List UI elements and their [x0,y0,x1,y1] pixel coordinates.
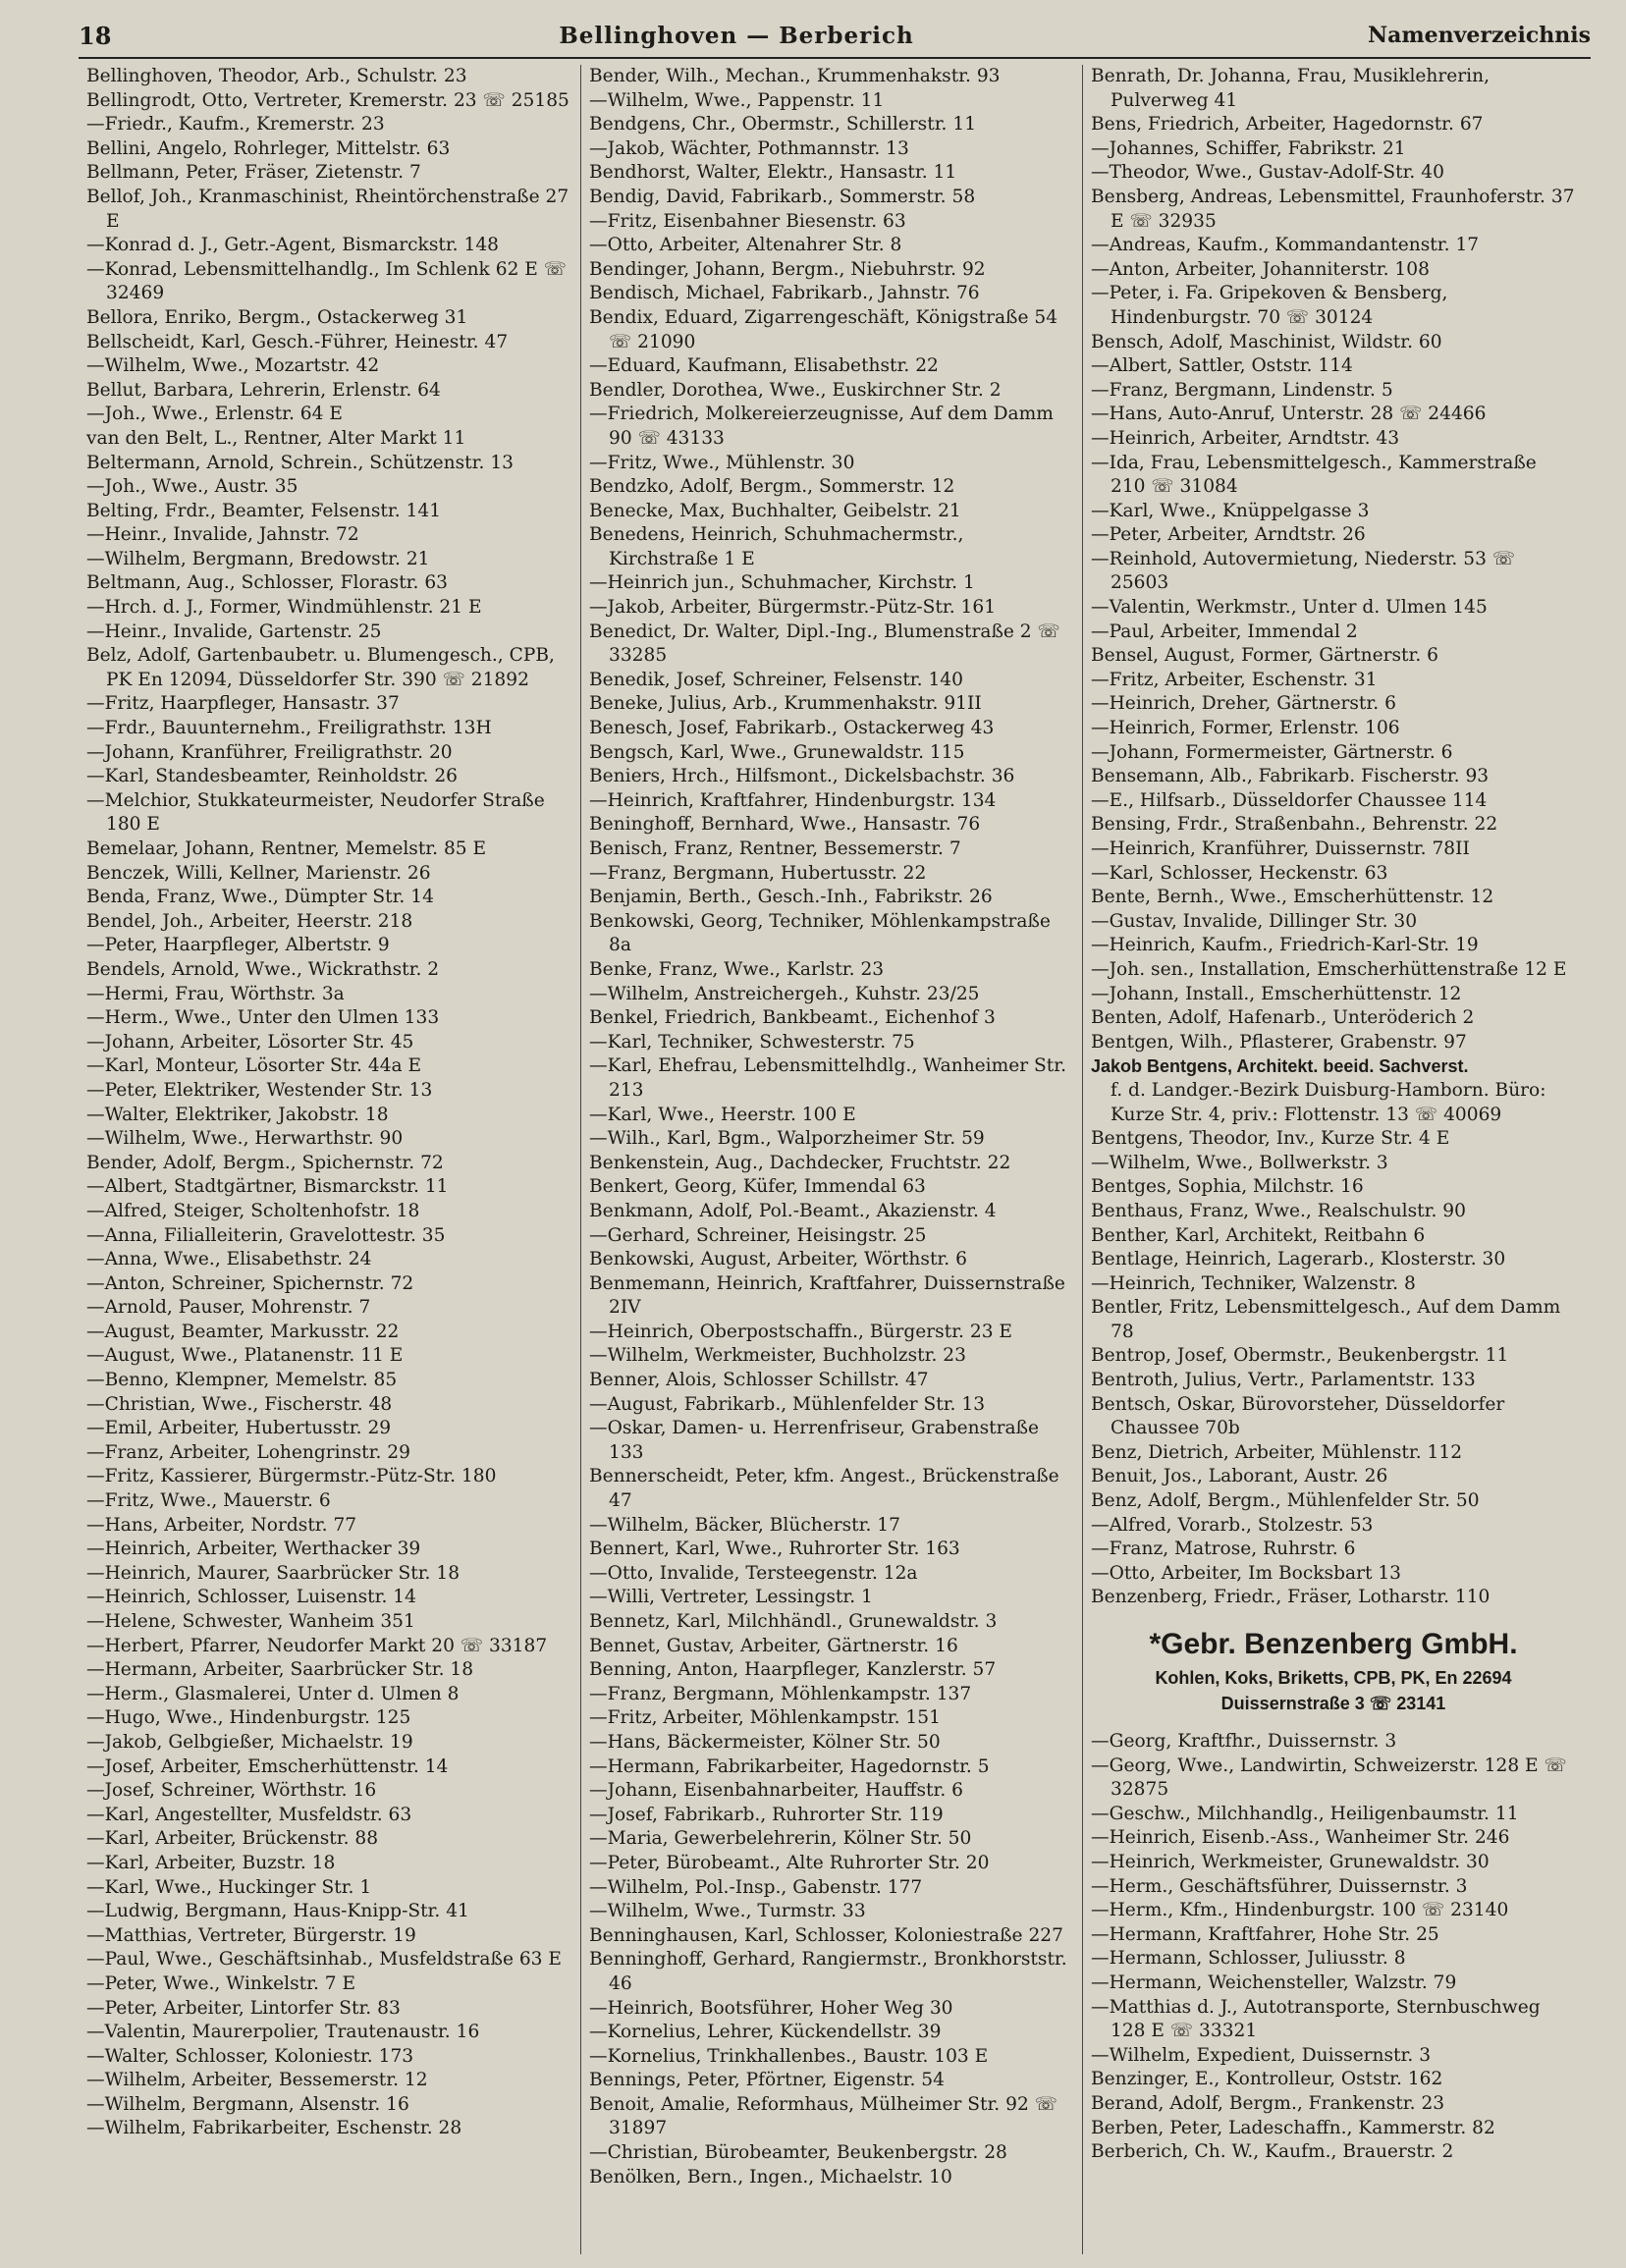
directory-entry: —Gustav, Invalide, Dillinger Str. 30 [1091,910,1418,932]
directory-entry: —Fritz, Arbeiter, Möhlenkampstr. 151 [589,1707,941,1729]
directory-entry: —Andreas, Kaufm., Kommandantenstr. 17 [1091,235,1480,256]
advertisement [1095,1624,1572,1716]
directory-entry: —August, Wwe., Platanenstr. 11 E [86,1345,404,1367]
directory-entry: —Peter, Elektriker, Westender Str. 13 [86,1079,433,1101]
bold-entry-name: Jakob Bentgens, Architekt. beeid. Sachverst. [1091,1056,1469,1077]
directory-entry: —Hugo, Wwe., Hindenburgstr. 125 [86,1707,411,1729]
directory-entry: —Franz, Bergmann, Möhlenkampstr. 137 [589,1683,972,1704]
directory-entry: Bendisch, Michael, Fabrikarb., Jahnstr. 76 [589,283,980,304]
directory-entry: —Heinrich, Kaufm., Friedrich-Karl-Str. 19 [1091,935,1479,956]
directory-entry: —Peter, Arbeiter, Arndtstr. 26 [1091,524,1366,546]
directory-entry: van den Belt, L., Rentner, Alter Markt 11 [86,427,466,449]
directory-entry: —Fritz, Arbeiter, Eschenstr. 31 [1091,669,1378,690]
directory-entry: Belting, Frdr., Beamter, Felsenstr. 141 [86,500,442,521]
directory-entry: —Walter, Elektriker, Jakobstr. 18 [86,1104,389,1125]
directory-entry: Benkowski, August, Arbeiter, Wörthstr. 6 [589,1249,967,1270]
directory-entry: —Karl, Monteur, Lösorter Str. 44a E [86,1055,422,1077]
directory-entry: —Josef, Schreiner, Wörthstr. 16 [86,1780,377,1802]
directory-entry: —Johann, Eisenbahnarbeiter, Hauffstr. 6 [589,1780,964,1802]
directory-entry: Beniers, Hrch., Hilfsmont., Dickelsbachstr. 36 [589,766,1015,787]
directory-entry: —Valentin, Maurerpolier, Trautenaustr. 16 [86,2022,480,2043]
directory-entry: —Johannes, Schiffer, Fabrikstr. 21 [1091,137,1406,159]
directory-entry: —Joh. sen., Installation, Emscherhüttenstraße 12 E [1091,958,1567,980]
directory-entry: Bendhorst, Walter, Elektr., Hansastr. 11 [589,162,957,184]
directory-entry: —Christian, Wwe., Fischerstr. 48 [86,1393,393,1415]
directory-entry: Bensch, Adolf, Maschinist, Wildstr. 60 [1091,331,1442,352]
directory-entry: Benninghoff, Gerhard, Rangiermstr., Bronkhorststr. 46 [589,1949,1067,1994]
directory-entry: —Hans, Arbeiter, Nordstr. 77 [86,1514,357,1536]
directory-entry: —Franz, Bergmann, Hubertusstr. 22 [589,862,927,884]
directory-entry: —Wilhelm, Anstreichergeh., Kuhstr. 23/25 [589,983,980,1004]
directory-entry: —Anna, Filialleiterin, Gravelottestr. 35 [86,1224,446,1246]
directory-entry: Bendzko, Adolf, Bergm., Sommerstr. 12 [589,476,955,498]
directory-entry: —August, Beamter, Markusstr. 22 [86,1321,400,1342]
directory-entry: —Konrad d. J., Getr.-Agent, Bismarckstr. 148 [86,235,499,256]
directory-entry: —Karl, Arbeiter, Buzstr. 18 [86,1852,336,1873]
directory-entry: —Hermann, Kraftfahrer, Hohe Str. 25 [1091,1923,1439,1945]
directory-entry: Beltermann, Arnold, Schrein., Schützenstr. 13 [86,452,514,473]
directory-entry: —Wilhelm, Pol.-Insp., Gabenstr. 177 [589,1876,923,1898]
directory-entry: —Frdr., Bauunternehm., Freiligrathstr. 13H [86,718,492,739]
directory-entry: Benzenberg, Friedr., Fräser, Lotharstr. 110 [1091,1587,1490,1608]
directory-entry: —Karl, Wwe., Knüppelgasse 3 [1091,500,1370,521]
directory-entry: Beneke, Julius, Arb., Krummenhakstr. 91II [589,693,982,715]
directory-entry: Bentges, Sophia, Milchstr. 16 [1091,1176,1364,1198]
directory-entry: —Johann, Install., Emscherhüttenstr. 12 [1091,983,1462,1004]
directory-entry: Bengsch, Karl, Wwe., Grunewaldstr. 115 [589,741,965,763]
bold-entry [1091,1054,1576,1127]
directory-entry: —Matthias, Vertreter, Bürgerstr. 19 [86,1924,416,1946]
directory-entry: Berberich, Ch. W., Kaufm., Brauerstr. 2 [1091,2141,1454,2163]
directory-entry: Bender, Wilh., Mechan., Krummenhakstr. 93 [589,66,1001,86]
directory-entry: —Johann, Arbeiter, Lösorter Str. 45 [86,1031,414,1053]
directory-entry: Benkel, Friedrich, Bankbeamt., Eichenhof 3 [589,1007,996,1029]
directory-entry: Benner, Alois, Schlosser Schillstr. 47 [589,1370,929,1391]
directory-entry: —Wilhelm, Wwe., Mozartstr. 42 [86,355,380,377]
directory-entry: Bennings, Peter, Pförtner, Eigenstr. 54 [589,2070,945,2091]
directory-entry: —Herm., Geschäftsführer, Duissernstr. 3 [1091,1875,1468,1897]
directory-entry: Bendels, Arnold, Wwe., Wickrathstr. 2 [86,958,440,980]
directory-entry: —Friedr., Kaufm., Kremerstr. 23 [86,114,385,135]
directory-entry: —Karl, Schlosser, Heckenstr. 63 [1091,862,1388,884]
directory-entry: —Heinrich, Techniker, Walzenstr. 8 [1091,1272,1416,1294]
directory-entry: Benmemann, Heinrich, Kraftfahrer, Duissernstraße 2IV [589,1272,1065,1319]
directory-entry: —Hans, Auto-Anruf, Unterstr. 28 ☏ 24466 [1091,404,1487,425]
directory-entry: —Wilh., Karl, Bgm., Walporzheimer Str. 59 [589,1128,985,1150]
directory-entry: —Peter, Arbeiter, Lintorfer Str. 83 [86,1997,401,2019]
column-1 [79,65,580,2254]
directory-entry: —Karl, Arbeiter, Brückenstr. 88 [86,1828,379,1850]
directory-entry: —Franz, Matrose, Ruhrstr. 6 [1091,1539,1356,1560]
directory-entry: —Konrad, Lebensmittelhandlg., Im Schlenk 62 E ☏ 32469 [86,258,568,304]
advert-company: *Gebr. Benzenberg GmbH. [1149,1628,1518,1660]
directory-entry: —Emil, Arbeiter, Hubertusstr. 29 [86,1418,392,1439]
directory-entry: Bendgens, Chr., Obermstr., Schillerstr. 11 [589,114,977,135]
column-3-entries-top [1091,65,1576,1054]
directory-entry: —Matthias d. J., Autotransporte, Sternbuschweg 128 E ☏ 33321 [1091,1996,1541,2042]
directory-entry: —Karl, Ehefrau, Lebensmittelhdlg., Wanheimer Str. 213 [589,1055,1067,1101]
directory-entry: —Albert, Sattler, Oststr. 114 [1091,355,1353,377]
directory-entry: —Heinrich, Maurer, Saarbrücker Str. 18 [86,1562,461,1584]
directory-entry: Benda, Franz, Wwe., Dümpter Str. 14 [86,887,434,908]
directory-entry: Benczek, Willi, Kellner, Marienstr. 26 [86,862,431,884]
directory-entry: —Otto, Invalide, Tersteegenstr. 12a [589,1562,918,1584]
directory-entry: —Alfred, Vorarb., Stolzestr. 53 [1091,1514,1374,1536]
directory-entry: Bensing, Frdr., Straßenbahn., Behrenstr. 22 [1091,814,1498,836]
directory-entry: —Peter, Bürobeamt., Alte Ruhrorter Str. 20 [589,1852,990,1873]
section-title: Namenverzeichnis [1368,23,1591,48]
directory-entry: Benninghausen, Karl, Schlosser, Koloniestraße 227 [589,1924,1063,1946]
directory-entry: Benkert, Georg, Küfer, Immendal 63 [589,1176,926,1198]
directory-entry: Benjamin, Berth., Gesch.-Inh., Fabrikstr. 26 [589,887,993,908]
directory-entry: Bellora, Enriko, Bergm., Ostackerweg 31 [86,306,468,328]
bold-entry-body: f. d. Landger.-Bezirk Duisburg-Hamborn. Büro: Kurze Str. 4, priv.: Flottenstr. 13 ☏ 40069 [1111,1079,1546,1125]
directory-entry: —Joh., Wwe., Austr. 35 [86,476,298,498]
directory-entry: Benisch, Franz, Rentner, Bessemerstr. 7 [589,838,961,859]
directory-entry: Bentroth, Julius, Vertr., Parlamentstr. 133 [1091,1370,1476,1391]
directory-entry: —Fritz, Wwe., Mauerstr. 6 [86,1490,331,1512]
directory-entry: —Otto, Arbeiter, Altenahrer Str. 8 [589,235,902,256]
directory-entry: Benten, Adolf, Hafenarb., Unteröderich 2 [1091,1007,1475,1029]
directory-entry: Berben, Peter, Ladeschaffn., Kammerstr. 82 [1091,2117,1495,2138]
directory-entry: Bellinghoven, Theodor, Arb., Schulstr. 23 [86,66,467,86]
directory-entry: Benedict, Dr. Walter, Dipl.-Ing., Blumenstraße 2 ☏ 33285 [589,621,1060,667]
directory-entry: —Geschw., Milchhandlg., Heiligenbaumstr. 11 [1091,1803,1519,1824]
directory-entry: —Maria, Gewerbelehrerin, Kölner Str. 50 [589,1828,972,1850]
directory-entry: Benrath, Dr. Johanna, Frau, Musiklehrerin, Pulverweg 41 [1091,66,1490,111]
directory-entry: —Johann, Formermeister, Gärtnerstr. 6 [1091,741,1453,763]
directory-entry: —Walter, Schlosser, Koloniestr. 173 [86,2045,414,2067]
directory-entry: Bennerscheidt, Peter, kfm. Angest., Brückenstraße 47 [589,1466,1059,1512]
directory-entry: —Heinrich, Former, Erlenstr. 106 [1091,718,1400,739]
directory-entry: Bendix, Eduard, Zigarrengeschäft, Königstraße 54 ☏ 21090 [589,306,1058,352]
directory-entry: Beltmann, Aug., Schlosser, Florastr. 63 [86,572,448,594]
directory-entry: Bendler, Dorothea, Wwe., Euskirchner Str. 2 [589,379,1002,401]
directory-entry: —Otto, Arbeiter, Im Bocksbart 13 [1091,1562,1401,1584]
directory-entry: Bendig, David, Fabrikarb., Sommerstr. 58 [589,186,976,207]
directory-entry: —Wilhelm, Wwe., Turmstr. 33 [589,1901,866,1922]
directory-entry: Benzinger, E., Kontrolleur, Oststr. 162 [1091,2069,1443,2090]
directory-entry: —Hermann, Fabrikarbeiter, Hagedornstr. 5 [589,1755,990,1777]
directory-entry: —Peter, Wwe., Winkelstr. 7 E [86,1972,356,1994]
directory-entry: Bellscheidt, Karl, Gesch.-Führer, Heinestr. 47 [86,331,509,352]
directory-entry: —Wilhelm, Bergmann, Alsenstr. 16 [86,2093,409,2115]
directory-entry: —Ludwig, Bergmann, Haus-Knipp-Str. 41 [86,1901,469,1922]
column-3-entries-middle [1091,1127,1576,1610]
page-number: 18 [79,21,112,50]
directory-entry: —Kornelius, Lehrer, Kückendellstr. 39 [589,2022,942,2043]
directory-entry: —Johann, Kranführer, Freiligrathstr. 20 [86,741,453,763]
directory-entry: —Herm., Glasmalerei, Unter d. Ulmen 8 [86,1683,460,1704]
directory-entry: Belz, Adolf, Gartenbaubetr. u. Blumengesch., CPB, PK En 12094, Düsseldorfer Str. 390 ☏ 21892 [86,645,555,690]
directory-entry: —Jakob, Wächter, Pothmannstr. 13 [589,137,909,159]
page-title: Bellinghoven — Berberich [559,22,914,49]
directory-entry: Bentsch, Oskar, Bürovorsteher, Düsseldorfer Chaussee 70b [1091,1393,1505,1439]
directory-entry: —Christian, Bürobeamter, Beukenbergstr. 28 [589,2142,1007,2164]
directory-entry: —Hans, Bäckermeister, Kölner Str. 50 [589,1731,941,1753]
directory-entry: —Wilhelm, Bäcker, Blücherstr. 17 [589,1514,900,1536]
directory-entry: Bentgens, Theodor, Inv., Kurze Str. 4 E [1091,1128,1450,1150]
directory-entry: —Wilhelm, Arbeiter, Bessemerstr. 12 [86,2070,428,2091]
directory-entry: Berand, Adolf, Bergm., Frankenstr. 23 [1091,2092,1445,2114]
directory-entry: —Wilhelm, Fabrikarbeiter, Eschenstr. 28 [86,2118,462,2139]
directory-entry: —Arnold, Pauser, Mohrenstr. 7 [86,1297,371,1319]
directory-entry: —Wilhelm, Wwe., Pappenstr. 11 [589,89,885,111]
directory-entry: Benz, Adolf, Bergm., Mühlenfelder Str. 50 [1091,1490,1480,1512]
directory-entry: —Hermi, Frau, Wörthstr. 3a [86,983,345,1004]
directory-entry: Bender, Adolf, Bergm., Spichernstr. 72 [86,1152,444,1173]
directory-entry: Bennert, Karl, Wwe., Ruhrorter Str. 163 [589,1539,960,1560]
directory-entry: —Wilhelm, Wwe., Herwarthstr. 90 [86,1128,404,1150]
directory-entry: —Heinrich, Arbeiter, Arndtstr. 43 [1091,427,1400,449]
directory-entry: —Jakob, Arbeiter, Bürgermstr.-Pütz-Str. 161 [589,597,997,619]
directory-entry: —Heinrich, Kranführer, Duissernstr. 78II [1091,838,1470,859]
directory-entry: —Herm., Wwe., Unter den Ulmen 133 [86,1007,440,1029]
directory-entry: Bennetz, Karl, Milchhändl., Grunewaldstr. 3 [589,1611,998,1632]
directory-entry: —Karl, Techniker, Schwesterstr. 75 [589,1031,915,1053]
directory-entry: —Paul, Arbeiter, Immendal 2 [1091,621,1358,642]
directory-entry: Benedens, Heinrich, Schuhmachermstr., Kirchstraße 1 E [589,524,964,569]
directory-entry: —Paul, Wwe., Geschäftsinhab., Musfeldstraße 63 E [86,1949,563,1971]
directory-entry: Bendel, Joh., Arbeiter, Heerstr. 218 [86,910,413,932]
directory-entry: —August, Fabrikarb., Mühlenfelder Str. 13 [589,1393,986,1415]
directory-entry: Bentlage, Heinrich, Lagerarb., Klosterstr. 30 [1091,1249,1506,1270]
directory-entry: —Wilhelm, Expedient, Duissernstr. 3 [1091,2044,1432,2066]
directory-entry: Bellut, Barbara, Lehrerin, Erlenstr. 64 [86,379,441,401]
directory-entry: Benesch, Josef, Fabrikarb., Ostackerweg 43 [589,718,995,739]
directory-entry: —Anna, Wwe., Elisabethstr. 24 [86,1249,372,1270]
directory-entry: Bentler, Fritz, Lebensmittelgesch., Auf dem Damm 78 [1091,1297,1561,1342]
directory-entry: Benz, Dietrich, Arbeiter, Mühlenstr. 112 [1091,1441,1463,1463]
directory-entry: —Heinrich, Eisenb.-Ass., Wanheimer Str. 246 [1091,1827,1510,1849]
directory-entry: —Joh., Wwe., Erlenstr. 64 E [86,404,343,425]
directory-entry: —Fritz, Eisenbahner Biesenstr. 63 [589,210,906,232]
directory-entry: —Karl, Wwe., Heerstr. 100 E [589,1104,856,1125]
directory-entry: —E., Hilfsarb., Düsseldorfer Chaussee 114 [1091,789,1488,811]
directory-entry: Benning, Anton, Haarpfleger, Kanzlerstr. 57 [589,1659,997,1681]
page-header [79,14,1591,59]
directory-entry: —Josef, Arbeiter, Emscherhüttenstr. 14 [86,1755,449,1777]
directory-entry: —Herbert, Pfarrer, Neudorfer Markt 20 ☏ 33187 [86,1635,548,1656]
directory-entry: —Franz, Bergmann, Lindenstr. 5 [1091,379,1393,401]
directory-entry: —Fritz, Kassierer, Bürgermstr.-Pütz-Str. 180 [86,1466,497,1487]
directory-entry: Benedik, Josef, Schreiner, Felsenstr. 140 [589,669,963,690]
directory-entry: Benkmann, Adolf, Pol.-Beamt., Akazienstr. 4 [589,1200,997,1221]
directory-entry: Benkenstein, Aug., Dachdecker, Fruchtstr. 22 [589,1152,1011,1173]
directory-entry: —Wilhelm, Bergmann, Bredowstr. 21 [86,548,430,569]
directory-entry: Benoit, Amalie, Reformhaus, Mülheimer Str. 92 ☏ 31897 [589,2093,1057,2139]
directory-entry: —Albert, Stadtgärtner, Bismarckstr. 11 [86,1176,449,1198]
directory-entry: Benther, Karl, Architekt, Reitbahn 6 [1091,1224,1426,1246]
directory-entry: —Josef, Fabrikarb., Ruhrorter Str. 119 [589,1804,944,1825]
column-3-entries-bottom [1091,1730,1576,2165]
directory-entry: —Hermann, Schlosser, Juliusstr. 8 [1091,1948,1406,1970]
directory-entry: —Hermann, Weichensteller, Walzstr. 79 [1091,1971,1457,1993]
directory-entry: —Ida, Frau, Lebensmittelgesch., Kammerstraße 210 ☏ 31084 [1091,452,1537,498]
directory-entry: —Oskar, Damen- u. Herrenfriseur, Grabenstraße 133 [589,1418,1039,1463]
directory-entry: —Benno, Klempner, Memelstr. 85 [86,1370,398,1391]
directory-entry: —Georg, Kraftfhr., Duissernstr. 3 [1091,1731,1397,1752]
directory-entry: —Jakob, Gelbgießer, Michaelstr. 19 [86,1731,413,1753]
directory-entry: —Melchior, Stukkateurmeister, Neudorfer Straße 180 E [86,789,545,836]
directory-entry: Bendinger, Johann, Bergm., Niebuhrstr. 92 [589,258,986,280]
directory-entry: —Willi, Vertreter, Lessingstr. 1 [589,1587,873,1608]
directory-entry: —Theodor, Wwe., Gustav-Adolf-Str. 40 [1091,162,1444,184]
directory-entry: —Herm., Kfm., Hindenburgstr. 100 ☏ 23140 [1091,1900,1509,1921]
directory-entry: Bentgen, Wilh., Pflasterer, Grabenstr. 97 [1091,1031,1467,1053]
directory-entry: —Eduard, Kaufmann, Elisabethstr. 22 [589,355,939,377]
directory-entry: —Heinrich jun., Schuhmacher, Kirchstr. 1 [589,572,975,594]
advert-line-1: Kohlen, Koks, Briketts, CPB, PK, En 22694 [1155,1668,1512,1688]
directory-entry: —Anton, Arbeiter, Johanniterstr. 108 [1091,258,1430,280]
directory-entry: —Heinrich, Arbeiter, Werthacker 39 [86,1539,421,1560]
directory-entry: Benke, Franz, Wwe., Karlstr. 23 [589,958,885,980]
directory-entry: —Peter, i. Fa. Gripekoven & Bensberg, Hindenburgstr. 70 ☏ 30124 [1091,283,1448,328]
directory-entry: —Hermann, Arbeiter, Saarbrücker Str. 18 [86,1659,474,1681]
directory-entry: Benölken, Bern., Ingen., Michaelstr. 10 [589,2166,952,2187]
columns [79,65,1591,2254]
directory-entry: Bellini, Angelo, Rohrleger, Mittelstr. 63 [86,137,451,159]
directory-entry: Benthaus, Franz, Wwe., Realschulstr. 90 [1091,1200,1466,1221]
directory-entry: Bellof, Joh., Kranmaschinist, Rheintörchenstraße 27 E [86,186,569,232]
directory-entry: Bente, Bernh., Wwe., Emscherhüttenstr. 12 [1091,887,1494,908]
directory-entry: —Heinrich, Oberpostschaffn., Bürgerstr. 23 E [589,1321,1013,1342]
directory-entry: Bennet, Gustav, Arbeiter, Gärtnerstr. 16 [589,1635,958,1656]
directory-entry: Bensberg, Andreas, Lebensmittel, Fraunhoferstr. 37 E ☏ 32935 [1091,186,1575,232]
directory-entry: —Heinrich, Schlosser, Luisenstr. 14 [86,1587,416,1608]
directory-entry: —Anton, Schreiner, Spichernstr. 72 [86,1272,414,1294]
directory-entry: Bens, Friedrich, Arbeiter, Hagedornstr. 67 [1091,114,1484,135]
directory-entry: —Helene, Schwester, Wanheim 351 [86,1611,415,1632]
directory-entry: —Alfred, Steiger, Scholtenhofstr. 18 [86,1200,420,1221]
directory-entry: —Heinrich, Bootsführer, Hoher Weg 30 [589,1997,953,2019]
advert-line-2: Duissernstraße 3 ☏ 23141 [1220,1694,1446,1713]
directory-entry: Beninghoff, Bernhard, Wwe., Hansastr. 76 [589,814,981,836]
directory-entry: Bentrop, Josef, Obermstr., Beukenbergstr. 11 [1091,1345,1509,1367]
directory-entry: —Heinr., Invalide, Gartenstr. 25 [86,621,382,642]
directory-entry: —Wilhelm, Werkmeister, Buchholzstr. 23 [589,1345,966,1367]
directory-entry: —Kornelius, Trinkhallenbes., Baustr. 103 E [589,2045,989,2067]
directory-entry: —Friedrich, Molkereierzeugnisse, Auf dem Damm 90 ☏ 43133 [589,404,1054,449]
directory-entry: —Heinr., Invalide, Jahnstr. 72 [86,524,359,546]
column-3 [1082,65,1584,2254]
directory-entry: Bensel, August, Former, Gärtnerstr. 6 [1091,645,1439,667]
directory-entry: —Karl, Wwe., Huckinger Str. 1 [86,1876,372,1898]
directory-entry: —Heinrich, Dreher, Gärtnerstr. 6 [1091,693,1396,715]
directory-entry: —Fritz, Haarpfleger, Hansastr. 37 [86,693,400,715]
directory-entry: Bellingrodt, Otto, Vertreter, Kremerstr. 23 ☏ 25185 [86,89,569,111]
directory-entry: —Heinrich, Werkmeister, Grunewaldstr. 30 [1091,1851,1490,1872]
directory-entry: —Gerhard, Schreiner, Heisingstr. 25 [589,1224,927,1246]
directory-entry: —Peter, Haarpfleger, Albertstr. 9 [86,935,390,956]
directory-entry: Benecke, Max, Buchhalter, Geibelstr. 21 [589,500,961,521]
directory-entry: —Franz, Arbeiter, Lohengrinstr. 29 [86,1441,410,1463]
directory-entry: —Fritz, Wwe., Mühlenstr. 30 [589,452,855,473]
directory-entry: Benkowski, Georg, Techniker, Möhlenkampstraße 8a [589,910,1051,956]
directory-entry: —Wilhelm, Wwe., Bollwerkstr. 3 [1091,1152,1388,1173]
directory-entry: —Reinhold, Autovermietung, Niederstr. 53 ☏ 25603 [1091,548,1516,594]
column-2 [580,65,1082,2254]
directory-entry: —Hrch. d. J., Former, Windmühlenstr. 21 E [86,597,482,619]
directory-entry: Benuit, Jos., Laborant, Austr. 26 [1091,1466,1388,1487]
directory-entry: —Valentin, Werkmstr., Unter d. Ulmen 145 [1091,597,1488,619]
directory-entry: —Georg, Wwe., Landwirtin, Schweizerstr. 128 E ☏ 32875 [1091,1755,1567,1801]
directory-entry: Bemelaar, Johann, Rentner, Memelstr. 85 E [86,838,487,859]
directory-entry: —Karl, Standesbeamter, Reinholdstr. 26 [86,766,458,787]
directory-entry: Bensemann, Alb., Fabrikarb. Fischerstr. 93 [1091,766,1490,787]
directory-entry: —Heinrich, Kraftfahrer, Hindenburgstr. 134 [589,789,997,811]
directory-entry: Bellmann, Peter, Fräser, Zietenstr. 7 [86,162,421,184]
directory-entry: —Karl, Angestellter, Musfeldstr. 63 [86,1804,412,1825]
